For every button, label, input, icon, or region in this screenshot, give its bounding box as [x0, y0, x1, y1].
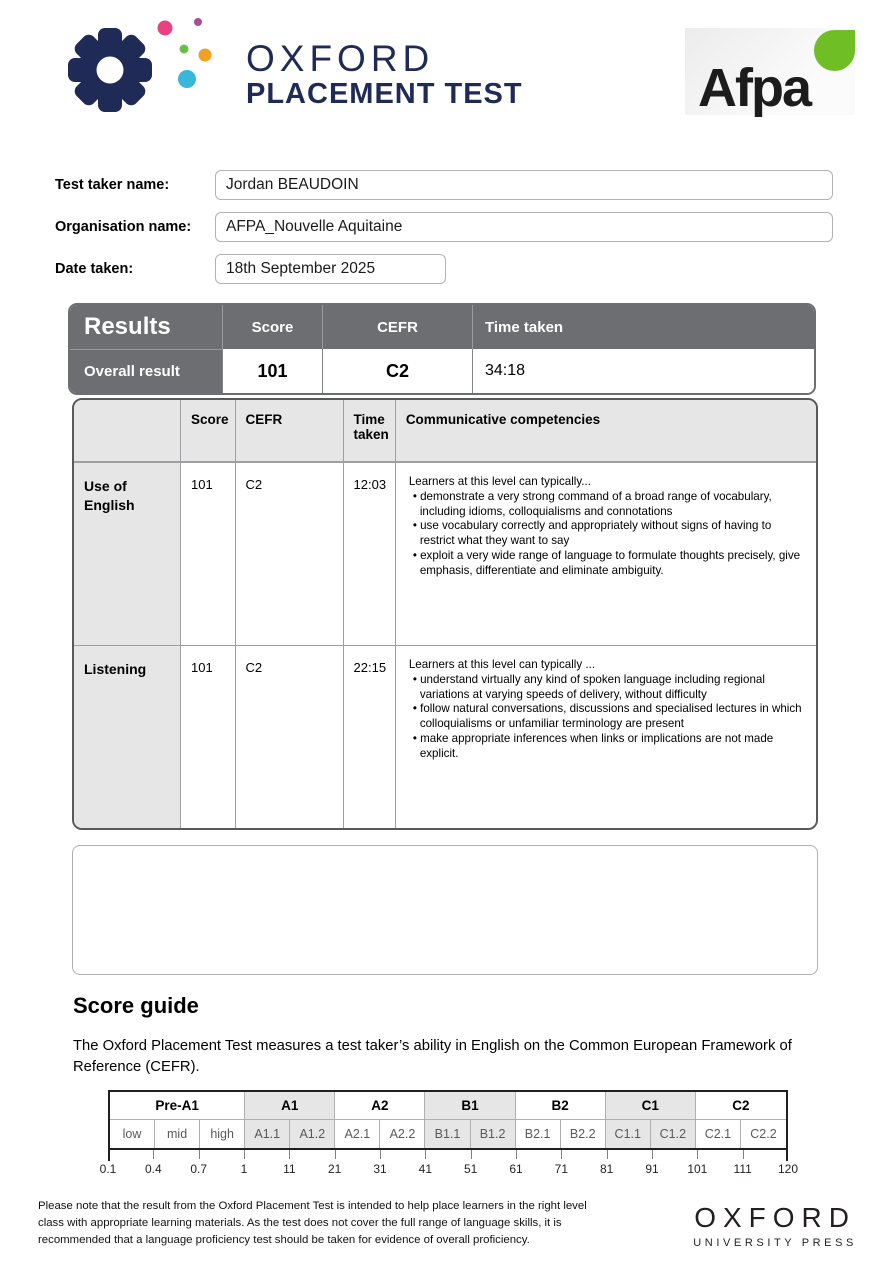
scale-tick — [425, 1150, 426, 1159]
skill-cefr: C2 — [235, 645, 343, 828]
logo-line-oxford: OXFORD — [246, 38, 435, 79]
dot-cyan-icon — [178, 70, 196, 88]
competencies-list — [409, 673, 802, 762]
skill-label: Use of English — [74, 462, 180, 645]
competency-bullet: • understand virtually any kind of spoken language including regional variations at varying speeds of delivery, without difficulty — [412, 672, 765, 701]
dot-purple-icon — [194, 18, 202, 26]
overall-result-row — [70, 349, 814, 393]
scale-level-pre-a1: Pre-A1 — [110, 1092, 245, 1120]
skill-competencies — [395, 462, 816, 645]
scale-tick — [697, 1150, 698, 1159]
overall-result-label: Overall result — [70, 349, 222, 393]
scale-tick-value: 81 — [599, 1162, 614, 1176]
footer-disclaimer: Please note that the result from the Oxford Placement Test is intended to help place learners in the right level class with appropriate learning materials. As the test does not cover the full range of language skills, it is recommended that a language proficiency test should be taken for evidence of overall proficiency. — [38, 1200, 587, 1247]
skill-score: 101 — [180, 645, 235, 828]
scale-sublevel-b2.1: B2.1 — [516, 1120, 561, 1148]
skill-score: 101 — [180, 462, 235, 645]
gear-icon — [28, 12, 236, 116]
scale-sublevel-b1.2: B1.2 — [471, 1120, 516, 1148]
scale-level-c1: C1 — [606, 1092, 696, 1120]
scale-sublevel-b1.1: B1.1 — [425, 1120, 470, 1148]
scale-tick-value: 0.7 — [190, 1162, 207, 1176]
skill-time: 12:03 — [343, 462, 395, 645]
oxford-university-press-logo — [693, 1202, 857, 1249]
date-taken-input[interactable] — [215, 254, 446, 284]
results-col-cefr: CEFR — [322, 305, 472, 349]
skill-time: 22:15 — [343, 645, 395, 828]
scale-tick — [335, 1150, 336, 1159]
table-row-use-of-english — [74, 462, 816, 645]
scale-sublevel-a2.1: A2.1 — [335, 1120, 380, 1148]
scale-level-b2: B2 — [516, 1092, 606, 1120]
scale-sublevel-a1.2: A1.2 — [290, 1120, 335, 1148]
afpa-wordmark: Afpa — [698, 58, 810, 118]
overall-score-value: 101 — [222, 349, 322, 393]
scale-tick — [516, 1150, 517, 1159]
scale-sublevel-c2.1: C2.1 — [696, 1120, 741, 1148]
form-row-test-taker — [55, 170, 833, 200]
scale-sublevel-a1.1: A1.1 — [245, 1120, 290, 1148]
scale-level-c2: C2 — [696, 1092, 786, 1120]
scale-tick-value: 0.4 — [144, 1162, 162, 1176]
scale-level-a1: A1 — [245, 1092, 335, 1120]
competencies-intro: Learners at this level can typically... — [408, 475, 591, 488]
results-title: Results — [70, 305, 222, 349]
test-taker-name-input[interactable] — [215, 170, 833, 200]
results-col-score: Score — [222, 305, 322, 349]
cefr-scale — [99, 1090, 799, 1178]
scale-tick-value: 0.1 — [99, 1162, 117, 1176]
scale-sublevel-a2.2: A2.2 — [380, 1120, 425, 1148]
competencies-list — [409, 490, 802, 579]
dot-pink-icon — [158, 21, 173, 36]
competency-bullet: • make appropriate inferences when links or implications are not made explicit. — [412, 732, 774, 760]
skills-detail-table — [72, 398, 818, 830]
scale-tick — [108, 1150, 110, 1161]
cefr-scale-table — [108, 1090, 788, 1150]
form-row-date-taken — [55, 254, 833, 284]
date-taken-label: Date taken: — [55, 261, 134, 277]
organisation-name-input[interactable] — [215, 212, 833, 242]
scale-tick-value: 51 — [463, 1162, 478, 1176]
scale-sublevel-low: low — [110, 1120, 155, 1148]
overall-results-table — [68, 303, 816, 395]
scale-sublevel-high: high — [200, 1120, 245, 1148]
scale-tick — [199, 1150, 200, 1159]
score-guide-description: The Oxford Placement Test measures a test taker’s ability in English on the Common European Framework of Reference (CEFR). — [73, 1038, 792, 1076]
score-guide-title: Score guide — [73, 993, 199, 1018]
cefr-scale-axis — [99, 1150, 799, 1178]
dot-orange-icon — [199, 49, 212, 62]
skill-competencies — [395, 645, 816, 828]
oup-line-university-press: UNIVERSITY PRESS — [693, 1237, 857, 1249]
scale-tick — [607, 1150, 608, 1159]
scale-tick-value: 11 — [283, 1162, 296, 1176]
competency-bullet: • exploit a very wide range of language to formulate thoughts precisely, give emphasis, differentiate and eliminate ambiguity. — [412, 549, 801, 577]
form-row-organisation — [55, 212, 833, 242]
table-row-listening — [74, 645, 816, 828]
scale-tick-value: 91 — [645, 1162, 659, 1176]
oup-line-oxford: OXFORD — [694, 1202, 856, 1233]
scale-tick-value: 61 — [509, 1162, 523, 1176]
scale-sublevel-c2.2: C2.2 — [750, 1127, 777, 1141]
scale-tick-value: 120 — [777, 1162, 799, 1176]
overall-time-value: 34:18 — [472, 349, 814, 393]
scale-tick-value: 31 — [373, 1162, 387, 1176]
skill-cefr: C2 — [235, 462, 343, 645]
scale-tick-value: 71 — [554, 1162, 569, 1176]
scale-tick-value: 1 — [240, 1162, 248, 1176]
details-col-empty — [74, 400, 180, 462]
scale-tick — [471, 1150, 472, 1159]
competency-bullet: • demonstrate a very strong command of a broad range of vocabulary, including idioms, colloquialisms and connotations — [412, 489, 772, 518]
scale-tick — [380, 1150, 381, 1159]
details-col-score: Score — [180, 400, 235, 462]
logo-line-placement-test: PLACEMENT TEST — [246, 77, 523, 110]
scale-sublevel-mid: mid — [155, 1120, 200, 1148]
details-header-row — [74, 400, 816, 462]
logo-wordmark — [246, 40, 523, 111]
test-taker-form — [55, 170, 833, 296]
scale-tick — [743, 1150, 744, 1159]
skill-label: Listening — [74, 645, 180, 828]
details-col-time-taken: Time taken — [343, 400, 395, 462]
comments-box — [72, 845, 818, 975]
dot-green-icon — [180, 45, 189, 54]
scale-tick-value: 41 — [418, 1162, 433, 1176]
scale-level-a2: A2 — [335, 1092, 425, 1120]
scale-tick-value: 111 — [733, 1162, 752, 1176]
scale-level-b1: B1 — [425, 1092, 515, 1120]
results-header-row — [70, 305, 814, 349]
scale-tick-value: 101 — [687, 1162, 708, 1176]
details-col-cefr: CEFR — [235, 400, 343, 462]
scale-tick — [561, 1150, 562, 1159]
scale-tick — [289, 1150, 290, 1159]
test-taker-name-label: Test taker name: — [55, 177, 170, 193]
oxford-placement-test-logo — [28, 12, 523, 116]
scale-tick — [244, 1150, 245, 1159]
afpa-leaf-icon — [814, 30, 855, 71]
competencies-intro: Learners at this level can typically ... — [408, 658, 596, 671]
organisation-name-label: Organisation name: — [55, 219, 192, 235]
overall-cefr-value: C2 — [322, 349, 472, 393]
scale-sublevel-c1.1: C1.1 — [606, 1120, 651, 1148]
scale-tick — [153, 1150, 154, 1159]
competency-bullet: • follow natural conversations, discussions and specialised lectures in which colloquialisms or unfamiliar terminology are present — [412, 702, 802, 731]
competency-bullet: • use vocabulary correctly and appropriately without signs of having to restrict what they want to say — [412, 519, 772, 548]
scale-sublevel-b2.2: B2.2 — [561, 1120, 606, 1148]
results-col-time-taken: Time taken — [472, 305, 814, 349]
scale-tick-value: 21 — [327, 1162, 342, 1176]
scale-tick — [652, 1150, 653, 1159]
afpa-logo — [685, 28, 855, 118]
scale-sublevel-c1.2: C1.2 — [651, 1120, 696, 1148]
details-col-competencies: Communicative competencies — [395, 400, 816, 462]
scale-tick — [786, 1150, 788, 1161]
